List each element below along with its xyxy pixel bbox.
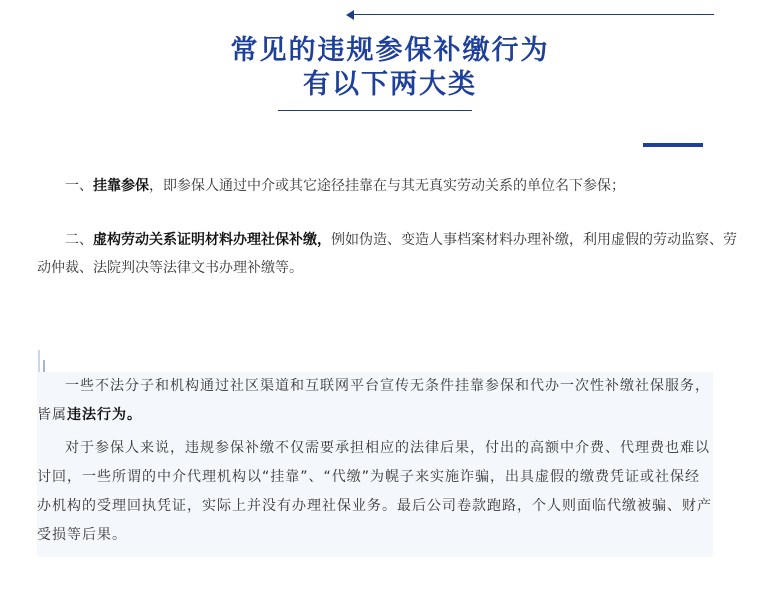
- page-title: [150, 34, 630, 102]
- accent-bar: [643, 143, 703, 147]
- arrow-left-icon: [346, 10, 354, 20]
- title-divider: [278, 110, 472, 111]
- title-line-2: 有以下两大类: [303, 69, 477, 100]
- list-item: 一、挂靠参保，即参保人通过中介或其它途径挂靠在与其无真实劳动关系的单位名下参保；: [65, 178, 625, 194]
- notice-paragraph-2: 对于参保人来说，违规参保补缴不仅需要承担相应的法律后果，付出的高额中介费、代理费也难以讨回，一些所谓的中介代理机构以“挂靠”、“代缴”为幌子来实施诈骗，出具虚假的缴费凭证或社保经办机构的受理回执凭证，实际上并没有办理社保业务。最后公司卷款跑路，个人则面临代缴被骗、财产受损等后果。: [37, 440, 712, 543]
- notice-emphasis: 违法行为。: [67, 407, 142, 423]
- title-line-1: 常见的违规参保补缴行为: [230, 35, 550, 66]
- top-divider: [352, 14, 714, 15]
- list-item: 二、虚构劳动关系证明材料办理社保补缴，例如伪造、变造人事档案材料办理补缴，利用虚假的劳动监察、劳动仲裁、法院判决等法律文书办理补缴等。: [37, 232, 737, 276]
- item-keyword: 虚构劳动关系证明材料办理社保补缴，: [93, 232, 331, 248]
- bar-decoration-icon: [37, 338, 49, 372]
- notice-paragraph-1: 一些不法分子和机构通过社区渠道和互联网平台宣传无条件挂靠参保和代办一次性补缴社保服务，皆属违法行为。: [37, 378, 710, 423]
- item-keyword: 挂靠参保: [93, 178, 149, 194]
